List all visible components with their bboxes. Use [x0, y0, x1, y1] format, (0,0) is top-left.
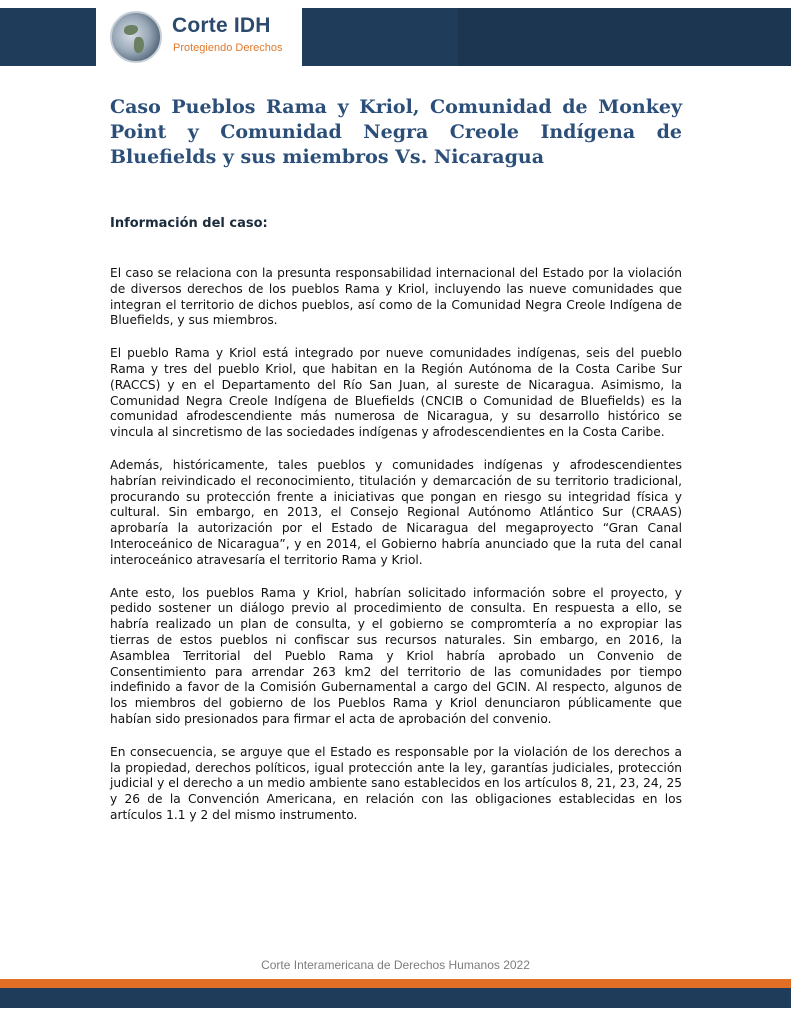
paragraph: Ante esto, los pueblos Rama y Kriol, habrían solicitado información sobre el proyecto, y pedido sostener un diálogo previo al procedimiento de consulta. En respuesta a ello, se habría realizado un plan de consulta, y el gobierno se compromtería a no expropiar las tierras de estos pueblos ni confiscar sus recursos naturales. Sin embargo, en 2016, la Asamblea Territorial del Pueblo Rama y Kriol habría aprobado un Convenio de Consentimiento para arrendar 263 km2 del territorio de las comunidades por tiempo indefinido a favor de la Comisión Gubernamental a cargo del GCIN. Al respecto, algunos de los miembros del gobierno de los Pueblos Rama y Kriol denunciaron públicamente que habían sido presionados para firmar el acta de aprobación del convenio. — [110, 585, 682, 726]
brand-title: Corte IDH — [172, 14, 271, 37]
logo-area — [96, 8, 302, 66]
paragraph: El caso se relaciona con la presunta responsabilidad internacional del Estado por la violación de diversos derechos de los pueblos Rama y Kriol, incluyendo las nueve comunidades que integran el territorio de dichos pueblos, así como de la Comunidad Negra Creole Indígena de Bluefields, y sus miembros. — [110, 266, 682, 328]
footer-orange-bar — [0, 979, 791, 988]
footer-text: Corte Interamericana de Derechos Humanos 2022 — [261, 958, 530, 972]
footer-navy-bar — [0, 988, 791, 1008]
section-heading: Información del caso: — [110, 216, 268, 231]
brand-tagline: Protegiendo Derechos — [173, 42, 283, 54]
case-title: Caso Pueblos Rama y Kriol, Comunidad de Monkey Point y Comunidad Negra Creole Indígena de Bluefields y sus miembros Vs. Nicaragua — [110, 96, 682, 168]
paragraph: Además, históricamente, tales pueblos y comunidades indígenas y afrodescendientes habrían reivindicado el reconocimiento, titulación y demarcación de su territorio tradicional, procurando su protección frente a iniciativas que pongan en riesgo su integridad física y cultural. Sin embargo, en 2013, el Consejo Regional Autónomo Atlántico Sur (CRAAS) aprobaría la autorización por el Estado de Nicaragua del megaproyecto “Gran Canal Interoceánico de Nicaragua”, y en 2014, el Gobierno habría anunciado que la ruta del canal interoceánico atravesaría el territorio Rama y Kriol. — [110, 457, 682, 567]
paragraph: El pueblo Rama y Kriol está integrado por nueve comunidades indígenas, seis del pueblo Rama y tres del pueblo Kriol, que habitan en la Región Autónoma de la Costa Caribe Sur (RACCS) y en el Departamento del Río San Juan, al sureste de Nicaragua. Asimismo, la Comunidad Negra Creole Indígena de Bluefields (CNCIB o Comunidad de Bluefields) es la comunidad afrodescendiente más numerosa de Nicaragua, y su desarrollo histórico se vincula al sincretismo de las sociedades indígenas y afrodescendientes en la Costa Caribe. — [110, 346, 682, 440]
globe-seal-icon — [110, 11, 162, 63]
header-band-left — [0, 8, 96, 66]
header-band-right — [302, 8, 791, 66]
document-body — [110, 266, 682, 841]
paragraph: En consecuencia, se arguye que el Estado es responsable por la violación de los derechos a la propiedad, derechos políticos, igual protección ante la ley, garantías judiciales, protección judicial y el derecho a un medio ambiente sano establecidos en los artículos 8, 21, 23, 24, 25 y 26 de la Convención Americana, en relación con las obligaciones establecidas en los artículos 1.1 y 2 del mismo instrumento. — [110, 744, 682, 822]
header-band-segment — [458, 8, 791, 66]
